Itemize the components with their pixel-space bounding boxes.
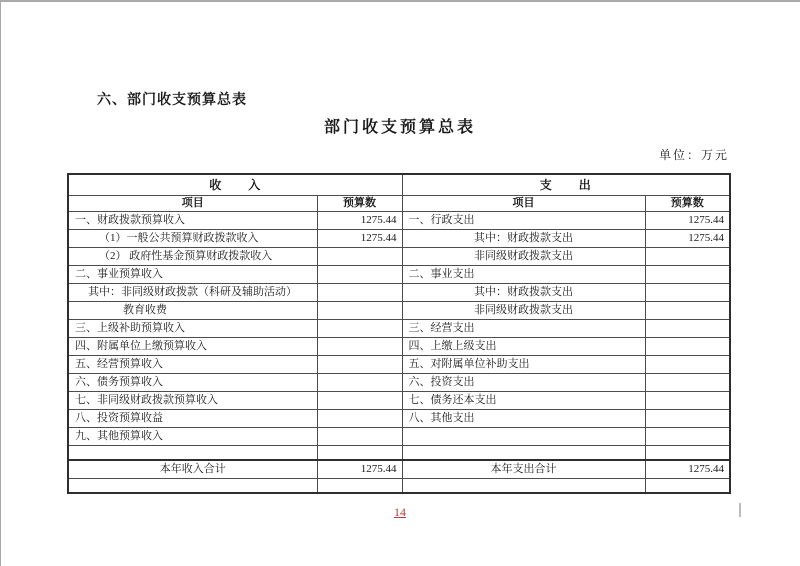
- expense-item-cell: 一、行政支出: [402, 212, 645, 230]
- income-item-cell: 五、经营预算收入: [68, 356, 317, 374]
- empty-cell: [68, 479, 317, 494]
- expense-value-cell: [645, 320, 730, 338]
- empty-row: [68, 446, 730, 461]
- empty-cell: [645, 446, 730, 461]
- income-value-cell: [317, 266, 402, 284]
- expense-item-column-header: 项目: [402, 196, 645, 212]
- table-row: [68, 410, 730, 428]
- table-row: [68, 428, 730, 446]
- expense-value-cell: [645, 284, 730, 302]
- income-value-cell: [317, 392, 402, 410]
- income-budget-column-header: 预算数: [317, 196, 402, 212]
- income-value-cell: [317, 320, 402, 338]
- empty-cell: [402, 479, 645, 494]
- expense-value-cell: 1275.44: [645, 212, 730, 230]
- expense-item-cell: 八、其他支出: [402, 410, 645, 428]
- income-item-cell: 一、财政拨款预算收入: [68, 212, 317, 230]
- income-item-column-header: 项目: [68, 196, 317, 212]
- income-value-cell: [317, 374, 402, 392]
- expense-value-cell: [645, 410, 730, 428]
- expense-item-cell: 五、对附属单位补助支出: [402, 356, 645, 374]
- income-item-cell: 教育收费: [68, 302, 317, 320]
- income-value-cell: [317, 428, 402, 446]
- expense-value-cell: [645, 302, 730, 320]
- income-item-cell: 九、其他预算收入: [68, 428, 317, 446]
- page-number: 14: [394, 505, 406, 519]
- income-group-header: 收 入: [68, 174, 402, 196]
- expense-value-cell: [645, 392, 730, 410]
- expense-item-cell: 四、上缴上级支出: [402, 338, 645, 356]
- table-row: [68, 374, 730, 392]
- expense-item-cell: 非同级财政拨款支出: [402, 302, 645, 320]
- expense-item-cell: 三、经营支出: [402, 320, 645, 338]
- income-item-cell: 二、事业预算收入: [68, 266, 317, 284]
- income-value-cell: [317, 410, 402, 428]
- text-cursor-artifact: [739, 503, 741, 517]
- table-title: 部门收支预算总表: [323, 119, 476, 136]
- expense-value-cell: [645, 428, 730, 446]
- empty-cell: [402, 446, 645, 461]
- table-row: [68, 212, 730, 230]
- empty-cell: [68, 446, 317, 461]
- empty-cell: [645, 479, 730, 494]
- expense-item-cell: [402, 428, 645, 446]
- income-value-cell: [317, 302, 402, 320]
- expense-value-cell: 1275.44: [645, 230, 730, 248]
- totals-row: [68, 460, 730, 479]
- budget-summary-table: [67, 173, 731, 494]
- expense-total-label: 本年支出合计: [402, 460, 645, 479]
- table-row: [68, 356, 730, 374]
- expense-item-cell: 其中：财政拨款支出: [402, 284, 645, 302]
- income-total-label: 本年收入合计: [68, 460, 317, 479]
- income-total-value: 1275.44: [317, 460, 402, 479]
- income-value-cell: [317, 338, 402, 356]
- expense-budget-column-header: 预算数: [645, 196, 730, 212]
- table-row: [68, 248, 730, 266]
- income-item-cell: 其中：非同级财政拨款（科研及辅助活动）: [68, 284, 317, 302]
- expense-item-cell: 二、事业支出: [402, 266, 645, 284]
- expense-value-cell: [645, 356, 730, 374]
- income-item-cell: （2） 政府性基金预算财政拨款收入: [68, 248, 317, 266]
- empty-cell: [317, 479, 402, 494]
- expense-group-header: 支 出: [402, 174, 730, 196]
- expense-value-cell: [645, 338, 730, 356]
- expense-value-cell: [645, 248, 730, 266]
- income-item-cell: 八、投资预算收益: [68, 410, 317, 428]
- income-item-cell: 六、债务预算收入: [68, 374, 317, 392]
- income-value-cell: 1275.44: [317, 230, 402, 248]
- table-row: [68, 392, 730, 410]
- section-heading: 六、部门收支预算总表: [97, 93, 247, 108]
- expense-total-value: 1275.44: [645, 460, 730, 479]
- income-item-cell: 三、上级补助预算收入: [68, 320, 317, 338]
- page-edge-left-line: [0, 0, 1, 566]
- expense-value-cell: [645, 266, 730, 284]
- empty-cell: [317, 446, 402, 461]
- income-item-cell: 七、非同级财政拨款预算收入: [68, 392, 317, 410]
- income-value-cell: 1275.44: [317, 212, 402, 230]
- group-header-row: [68, 174, 730, 196]
- table-row: [68, 338, 730, 356]
- income-value-cell: [317, 356, 402, 374]
- page-edge-top-line: [0, 0, 800, 2]
- expense-item-cell: 非同级财政拨款支出: [402, 248, 645, 266]
- expense-item-cell: 七、债务还本支出: [402, 392, 645, 410]
- table-row: [68, 284, 730, 302]
- expense-item-cell: 六、投资支出: [402, 374, 645, 392]
- expense-item-cell: 其中：财政拨款支出: [402, 230, 645, 248]
- empty-row: [68, 479, 730, 494]
- income-value-cell: [317, 284, 402, 302]
- table-row: [68, 302, 730, 320]
- table-row: [68, 266, 730, 284]
- income-item-cell: （1）一般公共预算财政拨款收入: [68, 230, 317, 248]
- table-row: [68, 320, 730, 338]
- table-row: [68, 230, 730, 248]
- income-item-cell: 四、附属单位上缴预算收入: [68, 338, 317, 356]
- expense-value-cell: [645, 374, 730, 392]
- income-value-cell: [317, 248, 402, 266]
- unit-label: 单位：万元: [658, 148, 729, 162]
- column-header-row: [68, 196, 730, 212]
